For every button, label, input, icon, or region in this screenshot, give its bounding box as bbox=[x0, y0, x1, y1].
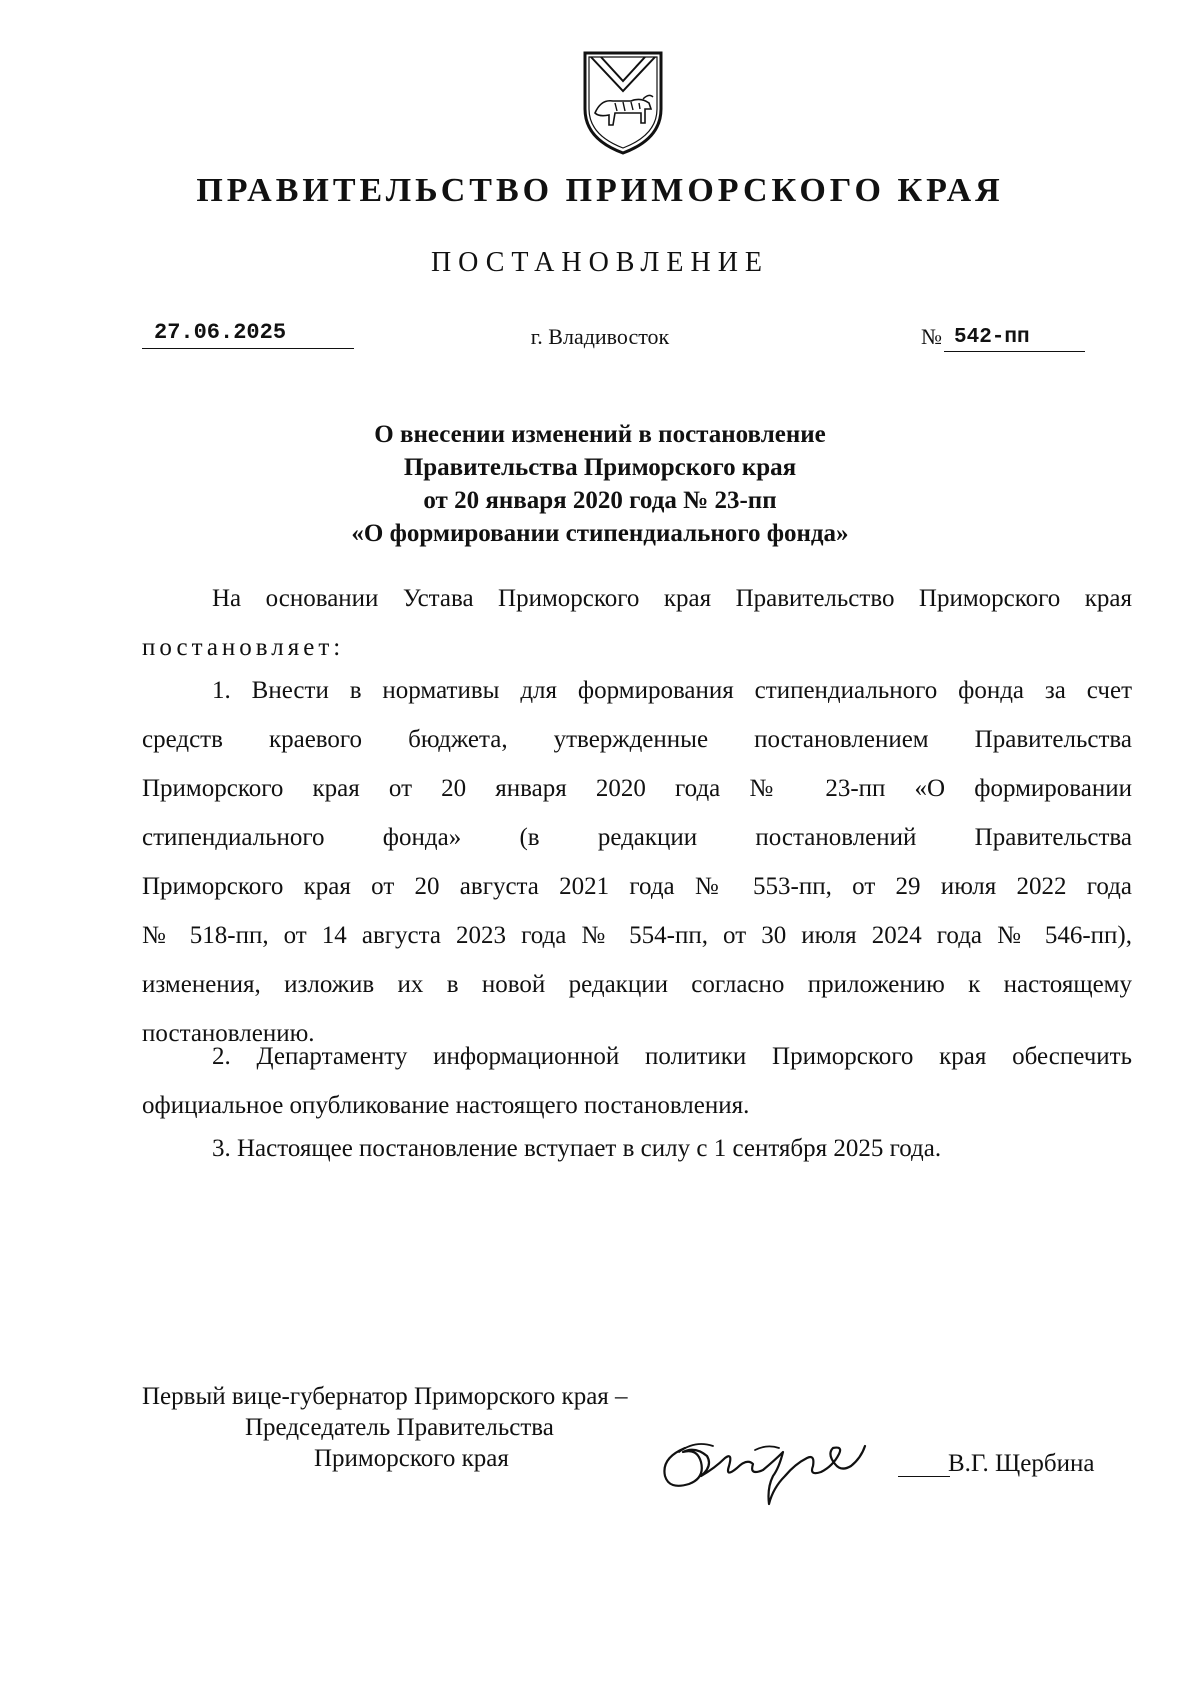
document-subject bbox=[0, 418, 1200, 550]
position-line: Первый вице-губернатор Приморского края – bbox=[142, 1383, 628, 1410]
text-line: изменения, изложив их в новой редакции согласно приложению к настоящему bbox=[142, 971, 1132, 998]
coat-of-arms-icon bbox=[579, 47, 667, 159]
subject-line: «О формировании стипендиального фонда» bbox=[351, 520, 849, 547]
text-line: № 518-пп, от 14 августа 2023 года № 554-пп, от 30 июля 2024 года № 546-пп), bbox=[142, 922, 1132, 949]
position-line: Председатель Правительства bbox=[245, 1414, 554, 1441]
government-title: ПРАВИТЕЛЬСТВО ПРИМОРСКОГО КРАЯ bbox=[196, 172, 1004, 209]
subject-line: О внесении изменений в постановление bbox=[374, 421, 826, 448]
document-city: г. Владивосток bbox=[530, 324, 670, 349]
text-line: постановлению. bbox=[142, 1020, 315, 1047]
text-line: Приморского края от 20 января 2020 года № 23-пп «О формировании bbox=[142, 775, 1132, 802]
text-line: Приморского края от 20 августа 2021 года № 553-пп, от 29 июля 2022 года bbox=[142, 873, 1132, 900]
signatory-position bbox=[142, 1381, 628, 1474]
text-line: 3. Настоящее постановление вступает в силу с 1 сентября 2025 года. bbox=[212, 1135, 942, 1162]
text-line: стипендиального фонда» (в редакции постановлений Правительства bbox=[142, 824, 1132, 851]
handwritten-signature bbox=[655, 1418, 885, 1513]
text-line: На основании Устава Приморского края Правительство Приморского края bbox=[212, 585, 1132, 612]
signer-name: В.Г. Щербина bbox=[948, 1450, 1095, 1477]
position-line: Приморского края bbox=[314, 1445, 509, 1472]
number-label: № bbox=[921, 324, 942, 349]
subject-line: Правительства Приморского края bbox=[403, 454, 797, 481]
paragraph-3 bbox=[142, 1124, 1132, 1173]
subject-line: от 20 января 2020 года № 23-пп bbox=[423, 487, 777, 514]
text-line: 2. Департаменту информационной политики Приморского края обеспечить bbox=[212, 1043, 1132, 1070]
document-number bbox=[921, 322, 1085, 352]
text-line: 1. Внести в нормативы для формирования стипендиального фонда за счет bbox=[212, 677, 1132, 704]
text-line: средств краевого бюджета, утвержденные постановлением Правительства bbox=[142, 726, 1132, 753]
paragraph-1 bbox=[142, 666, 1132, 1058]
intro-paragraph bbox=[142, 574, 1132, 672]
document-meta bbox=[0, 318, 1200, 358]
document-type: ПОСТАНОВЛЕНИЕ bbox=[430, 247, 770, 278]
document-date: 27.06.2025 bbox=[142, 318, 354, 349]
number-value: 542-пп bbox=[944, 325, 1085, 352]
text-line: официальное опубликование настоящего постановления. bbox=[142, 1092, 750, 1119]
paragraph-2 bbox=[142, 1032, 1132, 1130]
signature-line bbox=[898, 1476, 950, 1477]
text-line: постановляет: bbox=[142, 634, 345, 661]
